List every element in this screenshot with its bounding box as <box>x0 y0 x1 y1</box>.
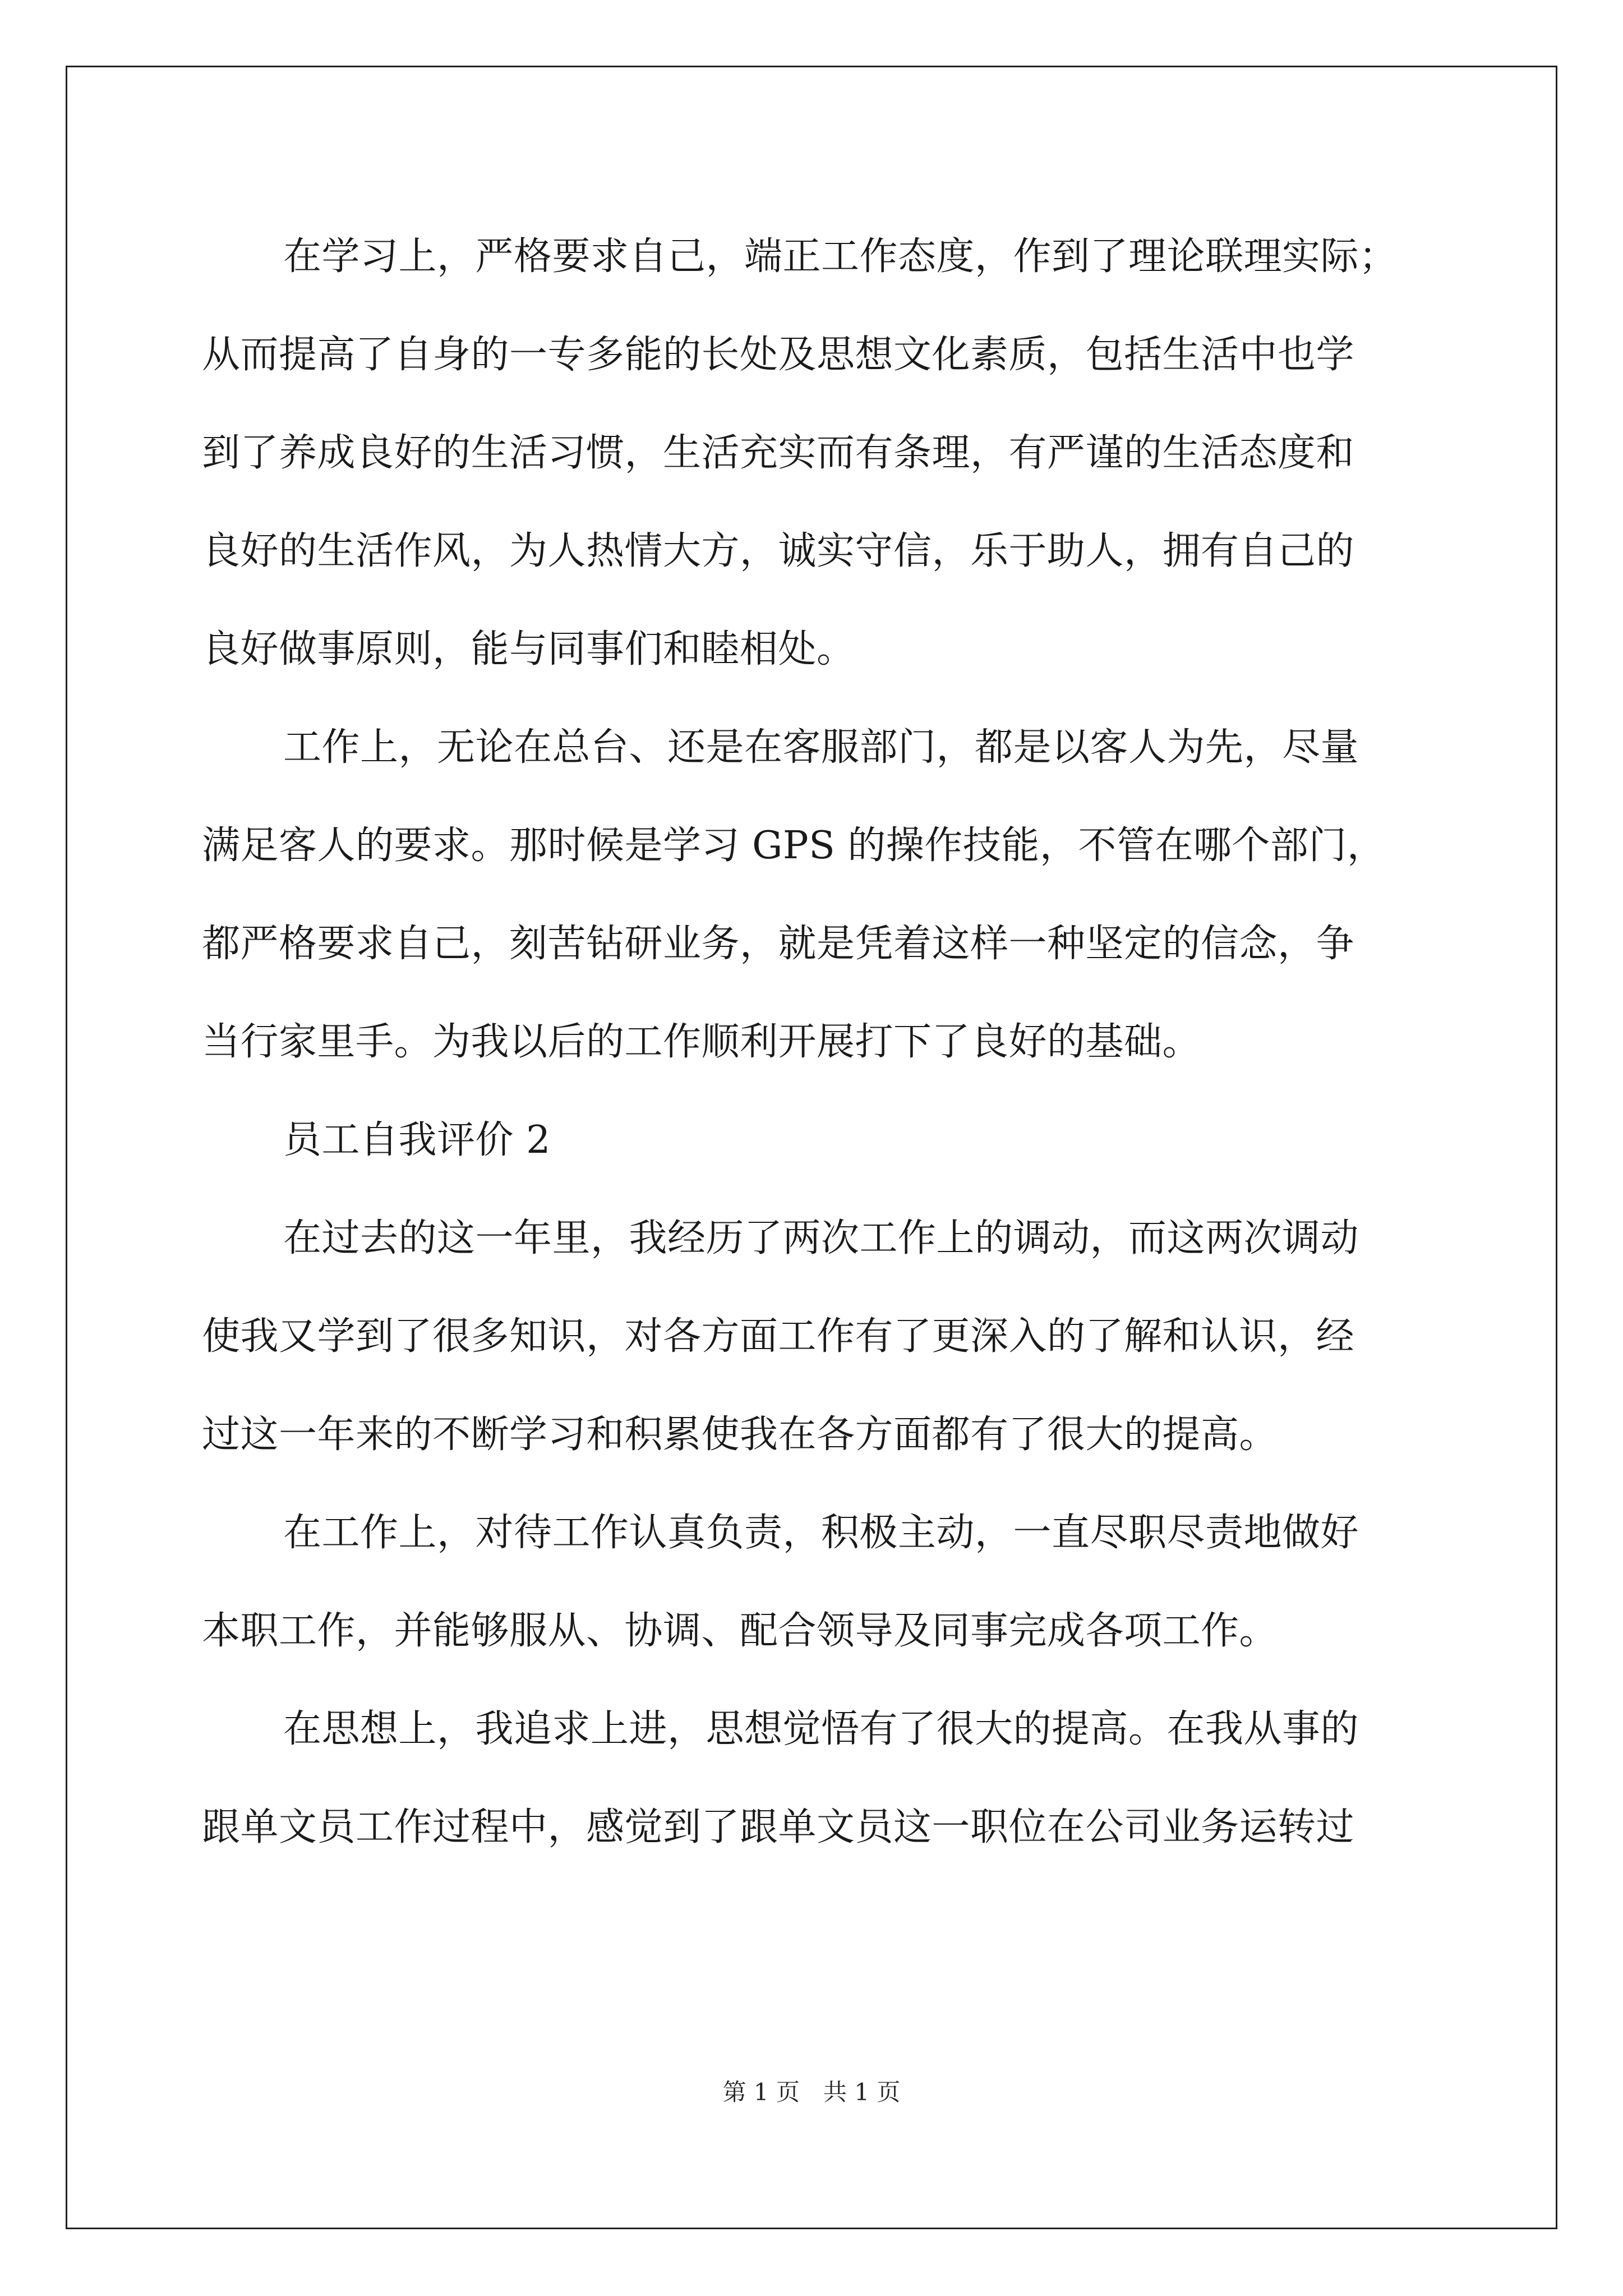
text-line: 在学习上，严格要求自己，端正工作态度，作到了理论联理实际； <box>283 234 1398 279</box>
section-heading: 员工自我评价 2 <box>283 1118 551 1162</box>
text-line: 当行家里手。为我以后的工作顺利开展打下了良好的基础。 <box>202 1020 1201 1064</box>
document-body <box>202 208 1433 1876</box>
text-line: 跟单文员工作过程中，感觉到了跟单文员这一职位在公司业务运转过 <box>202 1805 1355 1849</box>
text-line: 本职工作，并能够服从、协调、配合领导及同事完成各项工作。 <box>202 1609 1278 1653</box>
text-line: 在过去的这一年里，我经历了两次工作上的调动，而这两次调动 <box>283 1216 1359 1260</box>
text-line: 到了养成良好的生活习惯，生活充实而有条理，有严谨的生活态度和 <box>202 431 1355 475</box>
page-footer: 第 1 页 共 1 页 <box>722 2078 901 2106</box>
text-line: 良好做事原则，能与同事们和睦相处。 <box>202 627 855 671</box>
text-line: 满足客人的要求。那时候是学习 GPS 的操作技能，不管在哪个部门， <box>202 823 1386 868</box>
text-line: 从而提高了自身的一专多能的长处及思想文化素质，包括生活中也学 <box>202 333 1355 377</box>
text-line: 良好的生活作风，为人热情大方，诚实守信，乐于助人，拥有自己的 <box>202 529 1355 573</box>
text-line: 在思想上，我追求上进，思想觉悟有了很大的提高。在我从事的 <box>283 1707 1359 1751</box>
text-line: 都严格要求自己，刻苦钻研业务，就是凭着这样一种坚定的信念，争 <box>202 922 1355 966</box>
text-line: 工作上，无论在总台、还是在客服部门，都是以客人为先，尽量 <box>283 725 1359 770</box>
text-line: 使我又学到了很多知识，对各方面工作有了更深入的了解和认识，经 <box>202 1314 1355 1359</box>
text-line: 在工作上，对待工作认真负责，积极主动，一直尽职尽责地做好 <box>283 1511 1359 1555</box>
text-line: 过这一年来的不断学习和积累使我在各方面都有了很大的提高。 <box>202 1412 1278 1457</box>
